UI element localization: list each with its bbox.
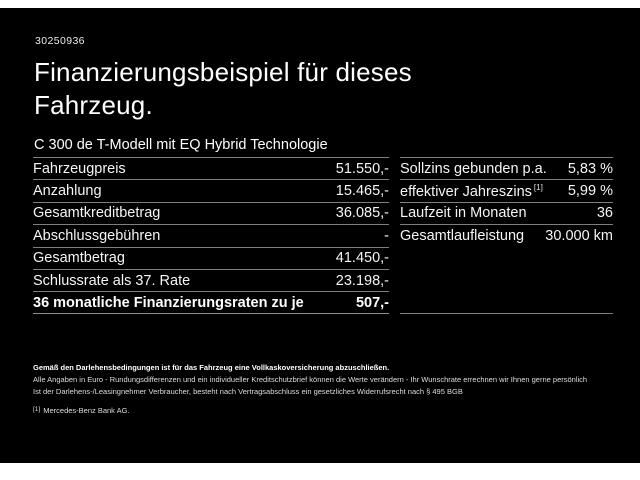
table-row-laufzeit xyxy=(400,202,613,224)
row-label-text: effektiver Jahreszins xyxy=(400,183,532,200)
row-value: 36 xyxy=(596,205,613,222)
fineprint-line-insurance: Gemäß den Darlehensbedingungen ist für das Fahrzeug eine Vollkaskoversicherung abzuschließen. xyxy=(33,363,390,372)
table-row-gesamtlaufleistung xyxy=(400,224,613,246)
row-label: Gesamtkreditbetrag xyxy=(33,205,161,222)
row-value: - xyxy=(384,227,389,244)
row-value: 23.198,- xyxy=(335,272,389,289)
conditions-table xyxy=(400,157,613,314)
table-row-fahrzeugpreis xyxy=(33,157,389,179)
table-row-schlussrate xyxy=(33,269,389,291)
row-value: 507,- xyxy=(355,294,389,311)
table-row-gesamtbetrag xyxy=(33,247,389,269)
finance-tables xyxy=(33,157,613,314)
finance-table xyxy=(33,157,389,314)
table-row-monthly-rate-total xyxy=(33,291,389,314)
finance-example-panel xyxy=(0,8,640,463)
table-row-sollzins xyxy=(400,157,613,179)
row-value: 36.085,- xyxy=(335,205,389,222)
table-row-abschlussgebuehren xyxy=(33,224,389,246)
footnote-text: Mercedes-Benz Bank AG. xyxy=(43,406,130,415)
footnote-marker: [1] xyxy=(33,406,41,413)
row-label: Gesamtbetrag xyxy=(33,250,125,267)
row-value: 5,99 % xyxy=(567,183,613,200)
row-value: 41.450,- xyxy=(335,250,389,267)
row-value: 30.000 km xyxy=(545,227,613,244)
row-value: 5,83 % xyxy=(567,160,613,177)
fineprint-footnote xyxy=(33,404,621,417)
row-label: Gesamtlaufleistung xyxy=(400,227,525,244)
fineprint-line-euro-note: Alle Angaben in Euro - Rundungsdifferenzen und ein individueller Kreditschutzbrief können die Werte verändern - Ihr Wunschrate errechnen wir Ihnen gerne persönlich xyxy=(33,375,588,384)
table-row-anzahlung xyxy=(33,179,389,201)
table-row-gesamtkreditbetrag xyxy=(33,202,389,224)
row-label: Schlussrate als 37. Rate xyxy=(33,272,191,289)
row-label: Laufzeit in Monaten xyxy=(400,205,527,222)
fineprint-line-widerruf: Ist der Darlehens-/Leasingnehmer Verbraucher, besteht nach Vertragsabschluss ein gesetzliches Widerrufsrecht nach § 495 BGB xyxy=(33,387,463,396)
row-label: Fahrzeugpreis xyxy=(33,160,126,177)
table-row-effektiver-jahreszins xyxy=(400,179,613,201)
row-label: 36 monatliche Finanzierungsraten zu je xyxy=(33,294,304,311)
row-label: Sollzins gebunden p.a. xyxy=(400,160,547,177)
row-label: Abschlussgebühren xyxy=(33,227,161,244)
vehicle-id: 30250936 xyxy=(35,35,85,47)
row-value: 51.550,- xyxy=(335,160,389,177)
legal-fineprint xyxy=(33,362,621,417)
row-value: 15.465,- xyxy=(335,183,389,200)
page-title: Finanzierungsbeispiel für dieses Fahrzeug. xyxy=(34,57,412,120)
row-label: Anzahlung xyxy=(33,183,102,200)
row-label xyxy=(400,183,543,200)
footnote-marker: [1] xyxy=(533,182,543,192)
vehicle-model-line: C 300 de T-Modell mit EQ Hybrid Technologie xyxy=(34,137,328,153)
